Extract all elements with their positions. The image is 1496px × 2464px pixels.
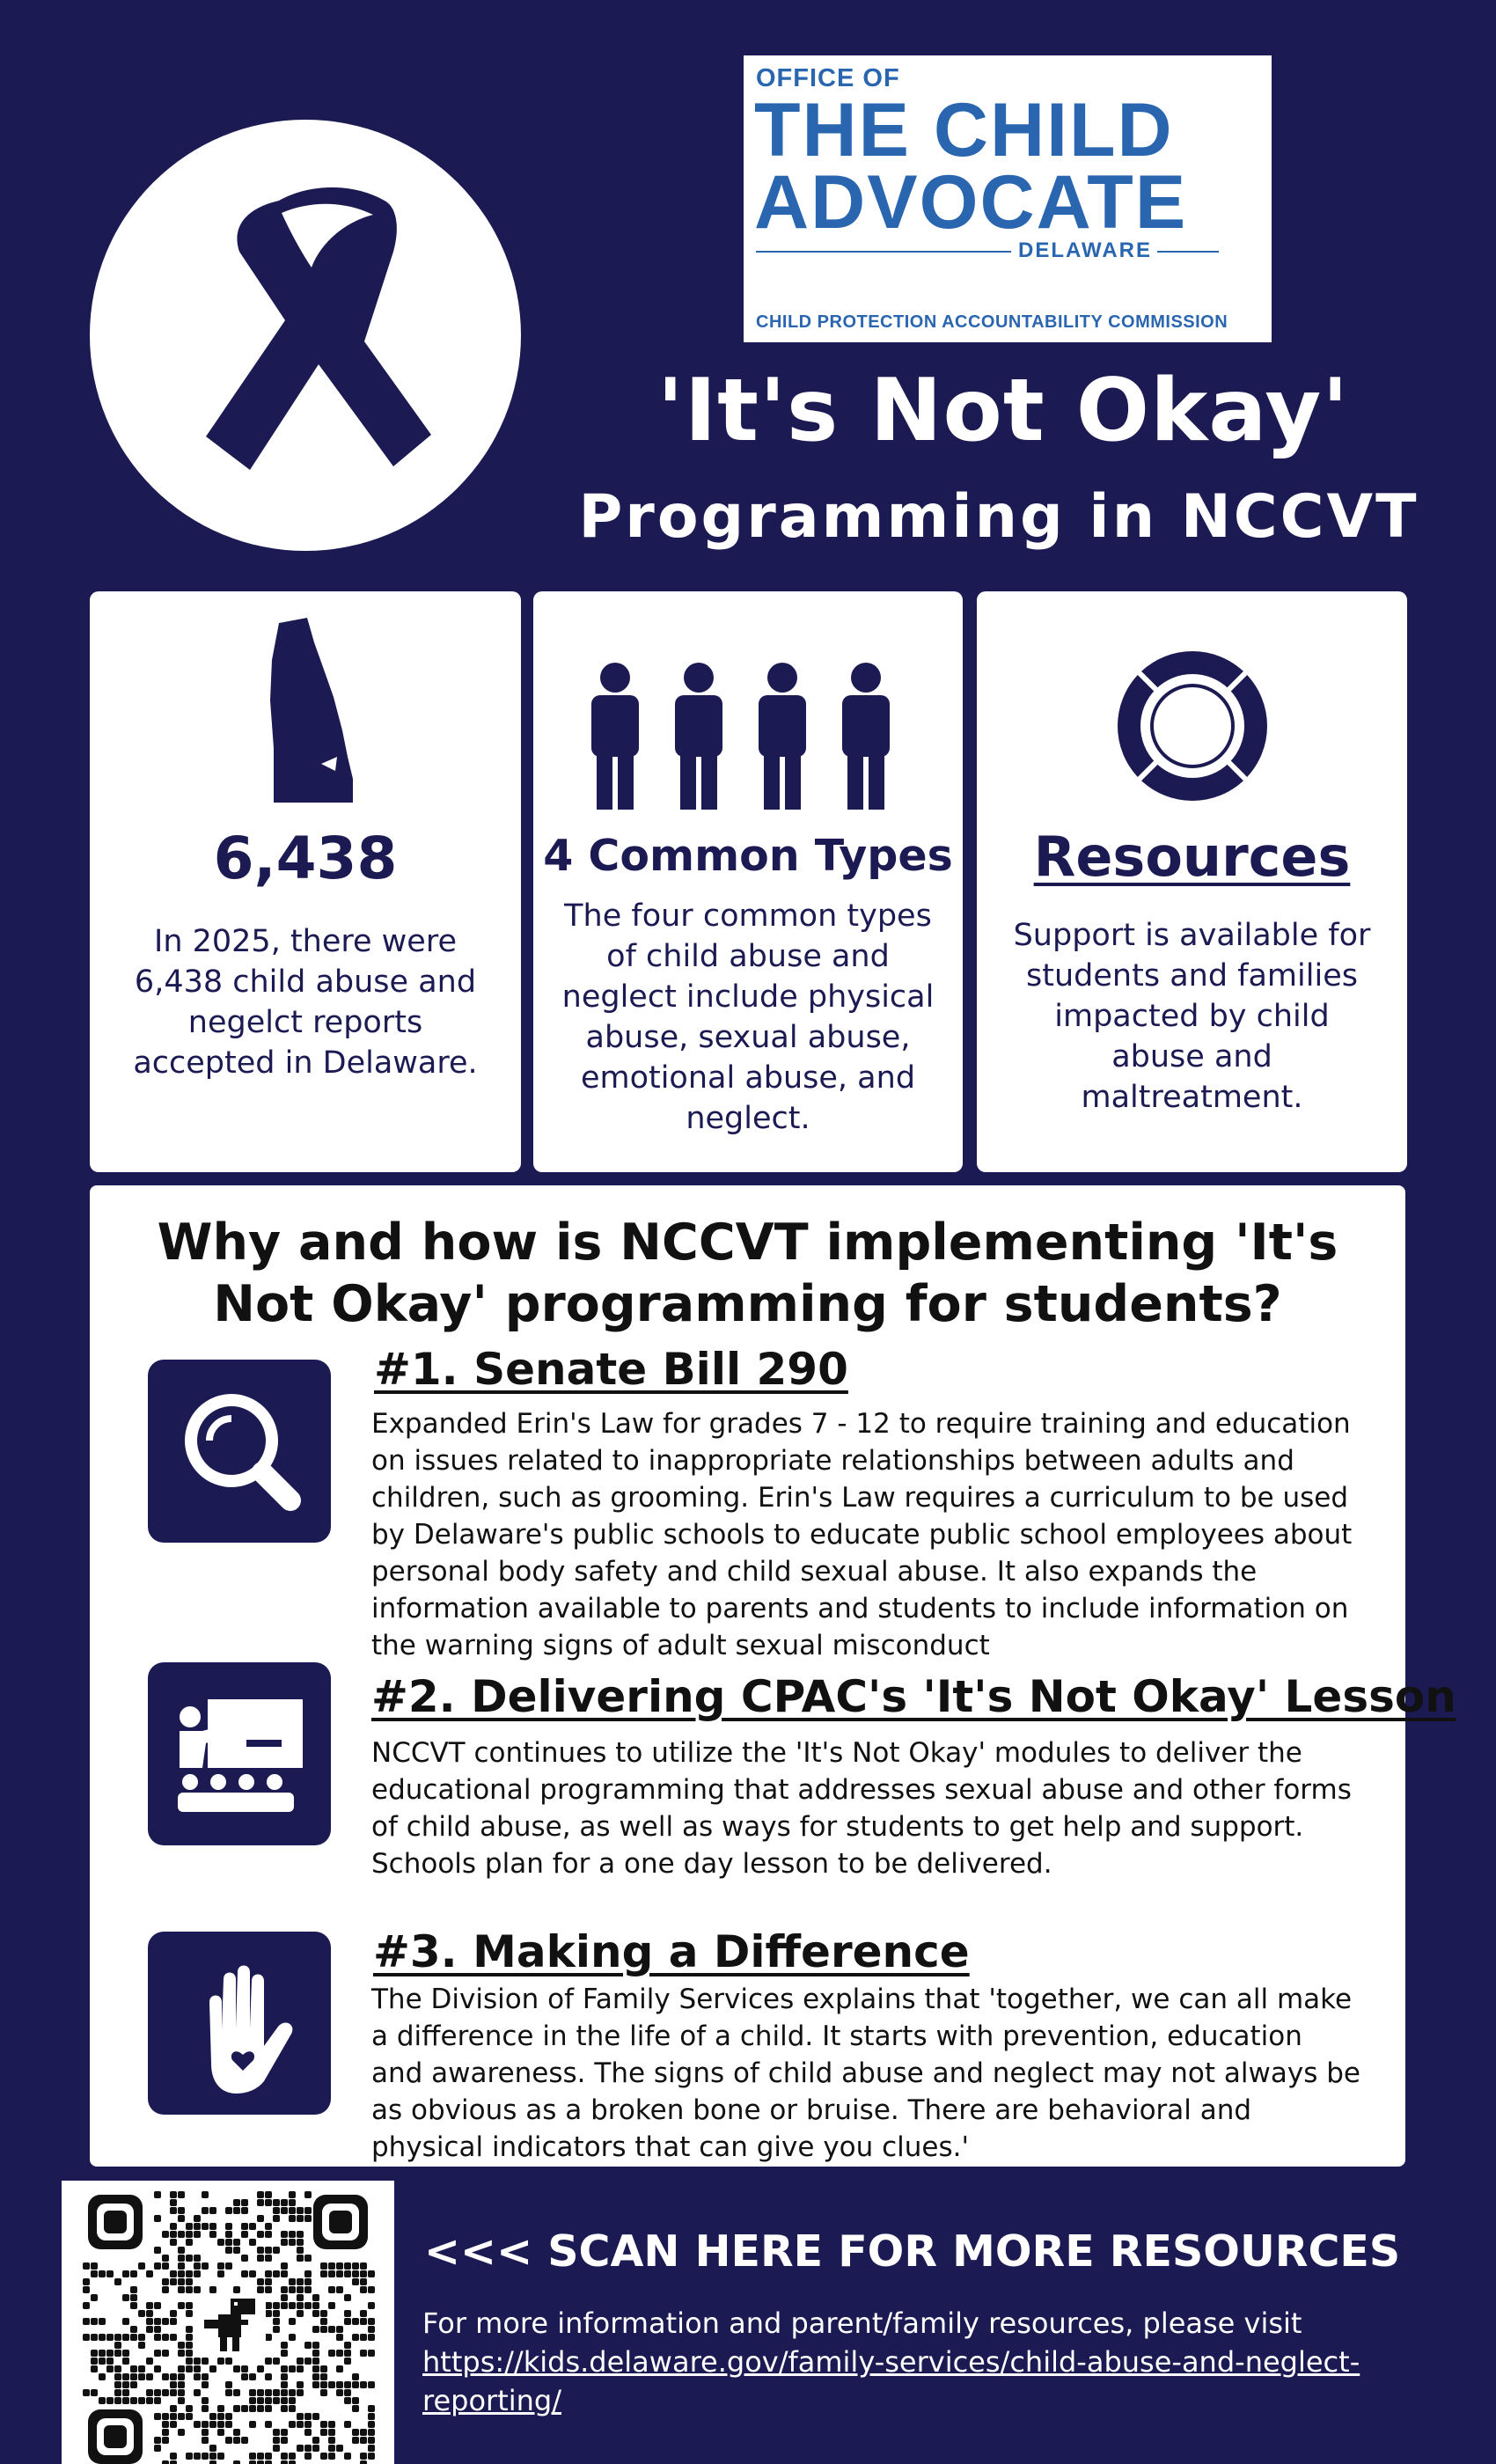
section-body: The Division of Family Services explains that 'together, we can all make a difference in the life of a child. It starts with prevention, education and awareness. The signs of child abuse and neglect may not always be as obvious as a broken bone or bruise. There are behavioral and physical indicators that can give you clues.'	[371, 1984, 1360, 2163]
section-body: Expanded Erin's Law for grades 7 - 12 to require training and education on issues related to inappropriate relationships between adults and children, such as grooming. Erin's Law requires a curriculum to be used by Delaware's public schools to educate public school employees about personal body safety and child sexual abuse. It also expands the information available to parents and students to include information on the warning signs of adult sexual misconduct	[371, 1408, 1353, 1661]
child-advocate-logo	[744, 55, 1272, 342]
logo-state: DELAWARE	[1018, 238, 1153, 262]
section-heading: Why and how is NCCVT implementing 'It's Not Okay' programming for students?	[157, 1214, 1338, 1333]
logo-office-of: OFFICE OF	[756, 64, 900, 92]
stat-card-types	[533, 591, 963, 1172]
section-title: #2. Delivering CPAC's 'It's Not Okay' Lesson	[371, 1671, 1456, 1722]
awareness-ribbon-badge	[90, 120, 521, 551]
qr-code[interactable]	[62, 2181, 394, 2464]
delaware-state-map-icon	[261, 616, 358, 810]
page-title: 'It's Not Okay'	[656, 361, 1350, 461]
four-people-icon	[584, 662, 901, 811]
card-text: The four common types of child abuse and neglect include physical abuse, sexual abuse, emotional abuse, and neglect.	[561, 898, 935, 1136]
more-info-lead: For more information and parent/family resources, please visit	[422, 2306, 1302, 2340]
card-text: Support is available for students and families impacted by child abuse and maltreatment.	[1013, 918, 1371, 1115]
resources-link[interactable]: https://kids.delaware.gov/family-services/child-abuse-and-neglect-reporting/	[422, 2345, 1360, 2417]
magnifying-glass-icon-tile	[148, 1360, 331, 1543]
section-title: #1. Senate Bill 290	[374, 1344, 848, 1395]
main-content-panel	[90, 1185, 1456, 2167]
classroom-presentation-icon	[148, 1662, 331, 1845]
logo-commission: CHILD PROTECTION ACCOUNTABILITY COMMISSION	[756, 312, 1228, 332]
card-heading: Resources	[1033, 825, 1351, 889]
classroom-presentation-icon-tile	[148, 1662, 331, 1845]
magnifying-glass-icon	[148, 1360, 331, 1543]
card-heading: 4 Common Types	[543, 831, 953, 881]
more-info-text	[422, 2304, 1434, 2420]
logo-line-2: ADVOCATE	[754, 160, 1188, 245]
awareness-ribbon-icon	[90, 120, 521, 551]
qr-code-icon	[62, 2181, 394, 2464]
logo-rule-right	[1157, 251, 1219, 253]
hand-heart-icon	[148, 1932, 331, 2115]
stat-card-reports	[90, 591, 521, 1172]
hand-heart-icon-tile	[148, 1932, 331, 2115]
scan-here-label: <<< SCAN HERE FOR MORE RESOURCES	[424, 2226, 1401, 2277]
page-subtitle: Programming in NCCVT	[578, 482, 1419, 552]
life-preserver-icon	[1118, 651, 1267, 801]
stat-card-resources	[977, 591, 1407, 1172]
section-body: NCCVT continues to utilize the 'It's Not Okay' modules to deliver the educational programming that addresses sexual abuse and other forms of child abuse, as well as ways for students to get help and support. Schools plan for a one day lesson to be delivered.	[371, 1737, 1352, 1880]
logo-rule-left	[756, 251, 1011, 253]
section-title: #3. Making a Difference	[373, 1926, 970, 1977]
card-text: In 2025, there were 6,438 child abuse and negelct reports accepted in Delaware.	[133, 924, 478, 1081]
logo-line-1: THE CHILD	[754, 88, 1174, 172]
card-heading: 6,438	[213, 825, 398, 892]
